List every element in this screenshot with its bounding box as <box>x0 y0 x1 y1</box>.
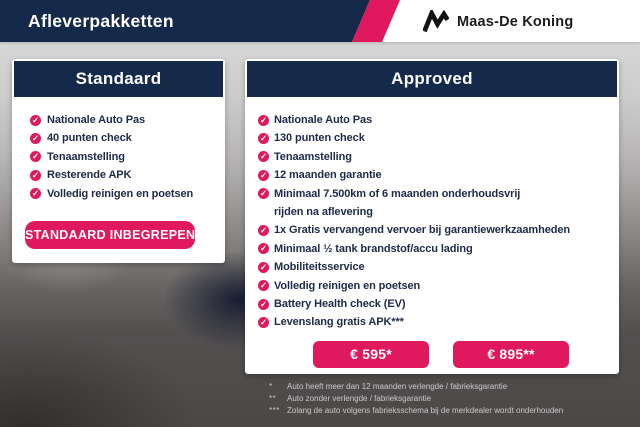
page-title: Afleverpakketten <box>28 11 174 31</box>
check-icon <box>258 317 269 328</box>
check-icon <box>30 170 41 181</box>
footnote-text: Auto heeft meer dan 12 maanden verlengde / fabrieksgarantie <box>287 382 508 391</box>
price-row <box>247 341 617 368</box>
standard-included-button[interactable]: STANDAARD INBEGREPEN <box>25 221 195 249</box>
footnote-marker: ** <box>269 394 277 404</box>
approved-card-title: Approved <box>247 61 617 97</box>
list-item: ✓ 130 punten check <box>258 129 613 147</box>
footnote <box>269 381 563 393</box>
list-item: ✓ Levenslang gratis APK*** <box>258 313 613 331</box>
list-item: ✓ Tenaamstelling <box>30 148 219 166</box>
check-icon <box>258 170 269 181</box>
check-icon <box>258 188 269 199</box>
list-item: ✓ Minimaal 7.500km of 6 maanden onderhoudsvrij rijden na aflevering <box>258 185 613 222</box>
list-item: ✓ Nationale Auto Pas <box>258 111 613 129</box>
check-icon <box>30 133 41 144</box>
standard-card-title: Standaard <box>14 61 223 97</box>
check-icon <box>258 133 269 144</box>
check-icon <box>258 243 269 254</box>
check-icon <box>30 151 41 162</box>
approved-package-card <box>245 59 619 374</box>
top-bar <box>0 0 640 42</box>
list-item: ✓ 1x Gratis vervangend vervoer bij garantiewerkzaamheden <box>258 221 613 239</box>
list-item: ✓ Battery Health check (EV) <box>258 295 613 313</box>
price-895-button[interactable]: € 895** <box>453 341 569 368</box>
check-icon <box>30 115 41 126</box>
list-item: ✓ 40 punten check <box>30 129 219 147</box>
check-icon <box>258 262 269 273</box>
footnote-marker: * <box>269 382 273 391</box>
footnote <box>269 405 563 417</box>
list-item: ✓ Resterende APK <box>30 166 219 184</box>
list-item: ✓ Mobiliteitsservice <box>258 258 613 276</box>
check-icon <box>258 115 269 126</box>
check-icon <box>30 188 41 199</box>
list-item: ✓ Volledig reinigen en poetsen <box>30 185 219 203</box>
footnote-text: Zolang de auto volgens fabrieksschema bij de merkdealer wordt onderhouden <box>287 406 564 416</box>
approved-feature-list <box>247 111 617 332</box>
brand-name: Maas-De Koning <box>457 14 574 30</box>
check-icon <box>258 151 269 162</box>
check-icon <box>258 280 269 291</box>
footnote <box>269 393 563 405</box>
list-item: ✓ Tenaamstelling <box>258 148 613 166</box>
price-595-button[interactable]: € 595* <box>313 341 429 368</box>
standard-package-card <box>12 59 225 263</box>
footnotes <box>269 381 563 418</box>
footnote-marker: *** <box>269 406 280 416</box>
check-icon <box>258 299 269 310</box>
list-item: ✓ Minimaal ½ tank brandstof/accu lading <box>258 240 613 258</box>
list-item: ✓ Nationale Auto Pas <box>30 111 219 129</box>
brand-logo-icon <box>423 10 449 34</box>
list-item: ✓ 12 maanden garantie <box>258 166 613 184</box>
list-item: ✓ Volledig reinigen en poetsen <box>258 277 613 295</box>
standard-feature-list <box>14 111 223 203</box>
brand <box>423 8 573 36</box>
check-icon <box>258 225 269 236</box>
footnote-text: Auto zonder verlengde / fabrieksgarantie <box>287 394 432 404</box>
